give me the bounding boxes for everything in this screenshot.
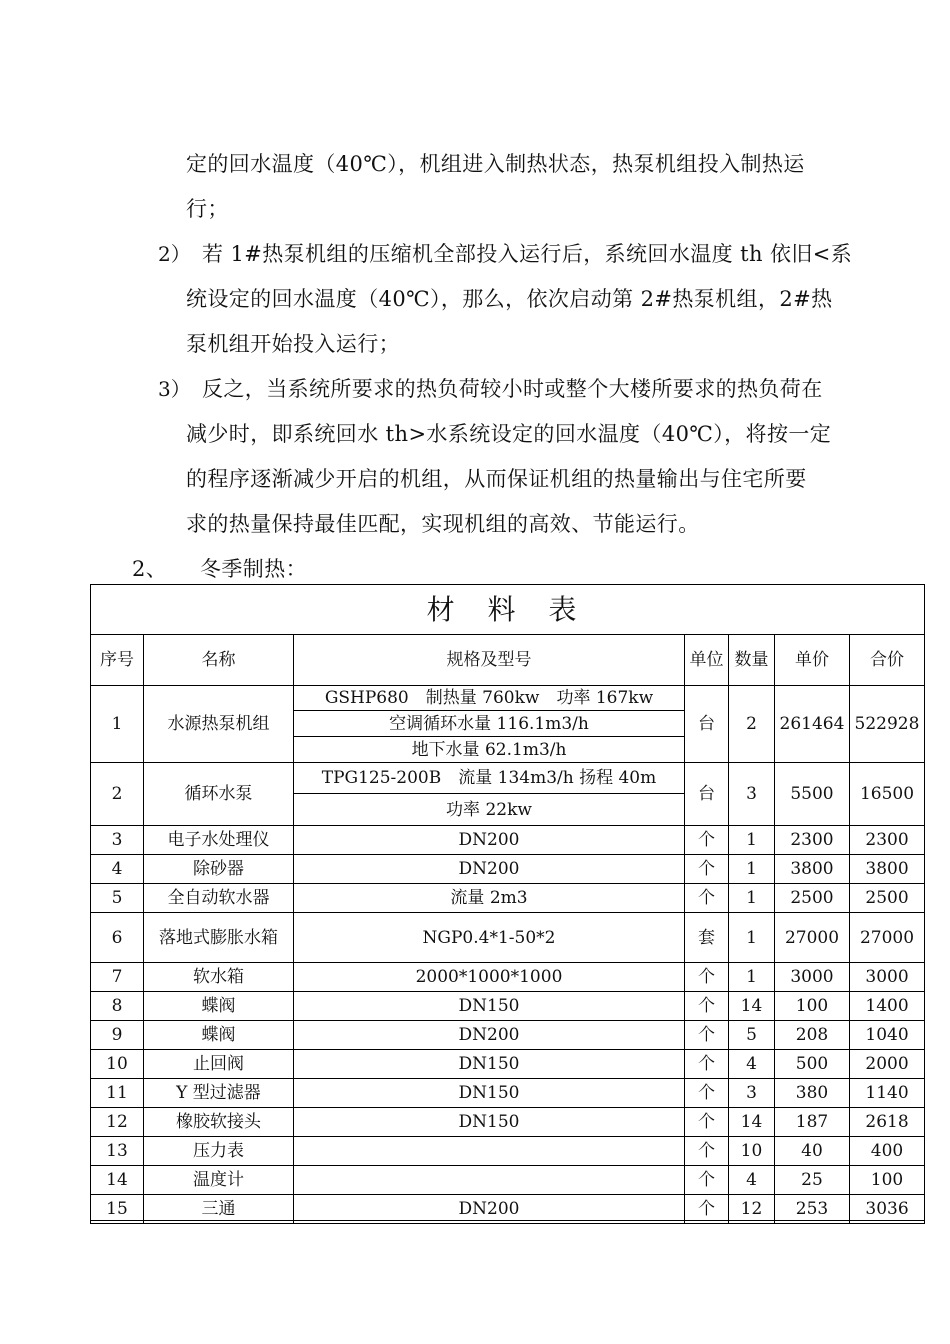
cell-seq: 7 xyxy=(91,963,144,992)
cell-price: 40 xyxy=(775,1137,850,1166)
cell-qty: 2 xyxy=(729,686,775,763)
cell-spec: 功率 22kw xyxy=(294,794,685,826)
cell-price: 5500 xyxy=(775,763,850,826)
table-row xyxy=(91,1137,925,1166)
cell-qty: 5 xyxy=(729,1021,775,1050)
cell-spec xyxy=(294,1137,685,1166)
cell-name: 蝶阀 xyxy=(144,992,294,1021)
cell-qty: 4 xyxy=(729,1166,775,1195)
list-number: 2） xyxy=(158,242,191,266)
table-row xyxy=(91,763,925,794)
cell-price: 3000 xyxy=(775,963,850,992)
cell-unit: 个 xyxy=(685,963,729,992)
cell-qty: 1 xyxy=(729,963,775,992)
cell-name: 除砂器 xyxy=(144,855,294,884)
cell-name: 三通 xyxy=(144,1195,294,1224)
cell-spec: 2000*1000*1000 xyxy=(294,963,685,992)
cell-spec xyxy=(294,1166,685,1195)
cell-unit: 个 xyxy=(685,1108,729,1137)
cell-spec: DN150 xyxy=(294,1108,685,1137)
cell-name: 水源热泵机组 xyxy=(144,686,294,763)
cell-seq: 8 xyxy=(91,992,144,1021)
cell-unit: 套 xyxy=(685,913,729,963)
cell-name: 循环水泵 xyxy=(144,763,294,826)
header-unit: 单位 xyxy=(685,635,729,686)
cell-name: 软水箱 xyxy=(144,963,294,992)
cell-seq: 9 xyxy=(91,1021,144,1050)
cell-seq: 6 xyxy=(91,913,144,963)
cell-unit: 个 xyxy=(685,992,729,1021)
cell-unit: 个 xyxy=(685,1021,729,1050)
cell-total: 100 xyxy=(850,1166,925,1195)
cell-unit: 个 xyxy=(685,826,729,855)
cell-total: 2500 xyxy=(850,884,925,913)
cell-spec: GSHP680 制热量 760kw 功率 167kw xyxy=(294,686,685,711)
table-title: 材 料 表 xyxy=(91,585,925,635)
list-number: 3） xyxy=(158,377,191,401)
cell-qty: 1 xyxy=(729,884,775,913)
cell-seq: 15 xyxy=(91,1195,144,1224)
cell-seq: 2 xyxy=(91,763,144,826)
table-row xyxy=(91,826,925,855)
table-bottom-rule xyxy=(90,1220,924,1221)
section-number: 2、 xyxy=(132,557,168,581)
cell-qty: 4 xyxy=(729,1050,775,1079)
cell-spec: DN200 xyxy=(294,826,685,855)
cell-spec: DN150 xyxy=(294,1050,685,1079)
cell-total: 3800 xyxy=(850,855,925,884)
cell-total: 1140 xyxy=(850,1079,925,1108)
table-row xyxy=(91,913,925,963)
cell-name: 压力表 xyxy=(144,1137,294,1166)
cell-total: 3000 xyxy=(850,963,925,992)
cell-total: 1040 xyxy=(850,1021,925,1050)
cell-spec: DN150 xyxy=(294,1079,685,1108)
cell-price: 27000 xyxy=(775,913,850,963)
paragraph-line: 泵机组开始投入运行； xyxy=(186,332,400,356)
cell-total: 400 xyxy=(850,1137,925,1166)
cell-spec: DN200 xyxy=(294,855,685,884)
cell-qty: 1 xyxy=(729,855,775,884)
paragraph-line: 求的热量保持最佳匹配，实现机组的高效、节能运行。 xyxy=(186,512,700,536)
table-row xyxy=(91,686,925,711)
header-name: 名称 xyxy=(144,635,294,686)
cell-qty: 3 xyxy=(729,1079,775,1108)
paragraph-line: 定的回水温度（40℃），机组进入制热状态，热泵机组投入制热运 xyxy=(186,152,805,176)
cell-spec: 地下水量 62.1m3/h xyxy=(294,737,685,763)
table-row xyxy=(91,1166,925,1195)
cell-spec: DN150 xyxy=(294,992,685,1021)
cell-price: 2300 xyxy=(775,826,850,855)
cell-seq: 13 xyxy=(91,1137,144,1166)
cell-total: 16500 xyxy=(850,763,925,826)
cell-price: 187 xyxy=(775,1108,850,1137)
cell-price: 253 xyxy=(775,1195,850,1224)
cell-spec: DN200 xyxy=(294,1195,685,1224)
cell-total: 27000 xyxy=(850,913,925,963)
cell-unit: 台 xyxy=(685,763,729,826)
cell-unit: 个 xyxy=(685,1166,729,1195)
cell-total: 2300 xyxy=(850,826,925,855)
cell-qty: 3 xyxy=(729,763,775,826)
cell-seq: 10 xyxy=(91,1050,144,1079)
cell-name: 全自动软水器 xyxy=(144,884,294,913)
cell-qty: 1 xyxy=(729,913,775,963)
cell-spec: 空调循环水量 116.1m3/h xyxy=(294,711,685,737)
cell-name: 橡胶软接头 xyxy=(144,1108,294,1137)
cell-spec: 流量 2m3 xyxy=(294,884,685,913)
cell-name: Y 型过滤器 xyxy=(144,1079,294,1108)
cell-unit: 台 xyxy=(685,686,729,763)
cell-total: 3036 xyxy=(850,1195,925,1224)
cell-unit: 个 xyxy=(685,884,729,913)
cell-qty: 10 xyxy=(729,1137,775,1166)
cell-price: 261464 xyxy=(775,686,850,763)
header-seq: 序号 xyxy=(91,635,144,686)
cell-total: 1400 xyxy=(850,992,925,1021)
cell-seq: 3 xyxy=(91,826,144,855)
cell-seq: 12 xyxy=(91,1108,144,1137)
cell-price: 100 xyxy=(775,992,850,1021)
cell-spec: DN200 xyxy=(294,1021,685,1050)
table-row xyxy=(91,1108,925,1137)
material-table xyxy=(90,584,925,1224)
table-header-row xyxy=(91,635,925,686)
cell-unit: 个 xyxy=(685,855,729,884)
cell-unit: 个 xyxy=(685,1079,729,1108)
cell-name: 蝶阀 xyxy=(144,1021,294,1050)
material-table-container xyxy=(90,584,924,1224)
cell-name: 温度计 xyxy=(144,1166,294,1195)
header-spec: 规格及型号 xyxy=(294,635,685,686)
header-price: 单价 xyxy=(775,635,850,686)
cell-qty: 14 xyxy=(729,1108,775,1137)
cell-name: 止回阀 xyxy=(144,1050,294,1079)
cell-total: 2618 xyxy=(850,1108,925,1137)
cell-seq: 5 xyxy=(91,884,144,913)
cell-seq: 14 xyxy=(91,1166,144,1195)
header-total: 合价 xyxy=(850,635,925,686)
cell-qty: 1 xyxy=(729,826,775,855)
paragraph-line: 减少时，即系统回水 th>水系统设定的回水温度（40℃），将按一定 xyxy=(186,422,832,446)
paragraph-line: 若 1#热泵机组的压缩机全部投入运行后，系统回水温度 th 依旧<系 xyxy=(202,242,853,266)
cell-qty: 12 xyxy=(729,1195,775,1224)
cell-spec: TPG125-200B 流量 134m3/h 扬程 40m xyxy=(294,763,685,794)
cell-name: 落地式膨胀水箱 xyxy=(144,913,294,963)
cell-unit: 个 xyxy=(685,1137,729,1166)
cell-price: 3800 xyxy=(775,855,850,884)
cell-qty: 14 xyxy=(729,992,775,1021)
table-row xyxy=(91,855,925,884)
cell-seq: 4 xyxy=(91,855,144,884)
paragraph-line: 行； xyxy=(186,197,229,221)
table-row xyxy=(91,1079,925,1108)
cell-name: 电子水处理仪 xyxy=(144,826,294,855)
table-row xyxy=(91,1021,925,1050)
paragraph-line: 的程序逐渐减少开启的机组，从而保证机组的热量输出与住宅所要 xyxy=(186,467,807,491)
paragraph-line: 统设定的回水温度（40℃），那么，依次启动第 2#热泵机组，2#热 xyxy=(186,287,833,311)
cell-spec: NGP0.4*1-50*2 xyxy=(294,913,685,963)
cell-price: 500 xyxy=(775,1050,850,1079)
table-row xyxy=(91,884,925,913)
table-row xyxy=(91,963,925,992)
cell-seq: 11 xyxy=(91,1079,144,1108)
cell-price: 208 xyxy=(775,1021,850,1050)
cell-price: 380 xyxy=(775,1079,850,1108)
cell-seq: 1 xyxy=(91,686,144,763)
header-qty: 数量 xyxy=(729,635,775,686)
cell-total: 522928 xyxy=(850,686,925,763)
cell-price: 25 xyxy=(775,1166,850,1195)
section-title: 冬季制热： xyxy=(200,557,307,581)
table-row xyxy=(91,1050,925,1079)
cell-unit: 个 xyxy=(685,1050,729,1079)
table-row xyxy=(91,992,925,1021)
cell-unit: 个 xyxy=(685,1195,729,1224)
cell-price: 2500 xyxy=(775,884,850,913)
paragraph-line: 反之，当系统所要求的热负荷较小时或整个大楼所要求的热负荷在 xyxy=(202,377,823,401)
cell-total: 2000 xyxy=(850,1050,925,1079)
